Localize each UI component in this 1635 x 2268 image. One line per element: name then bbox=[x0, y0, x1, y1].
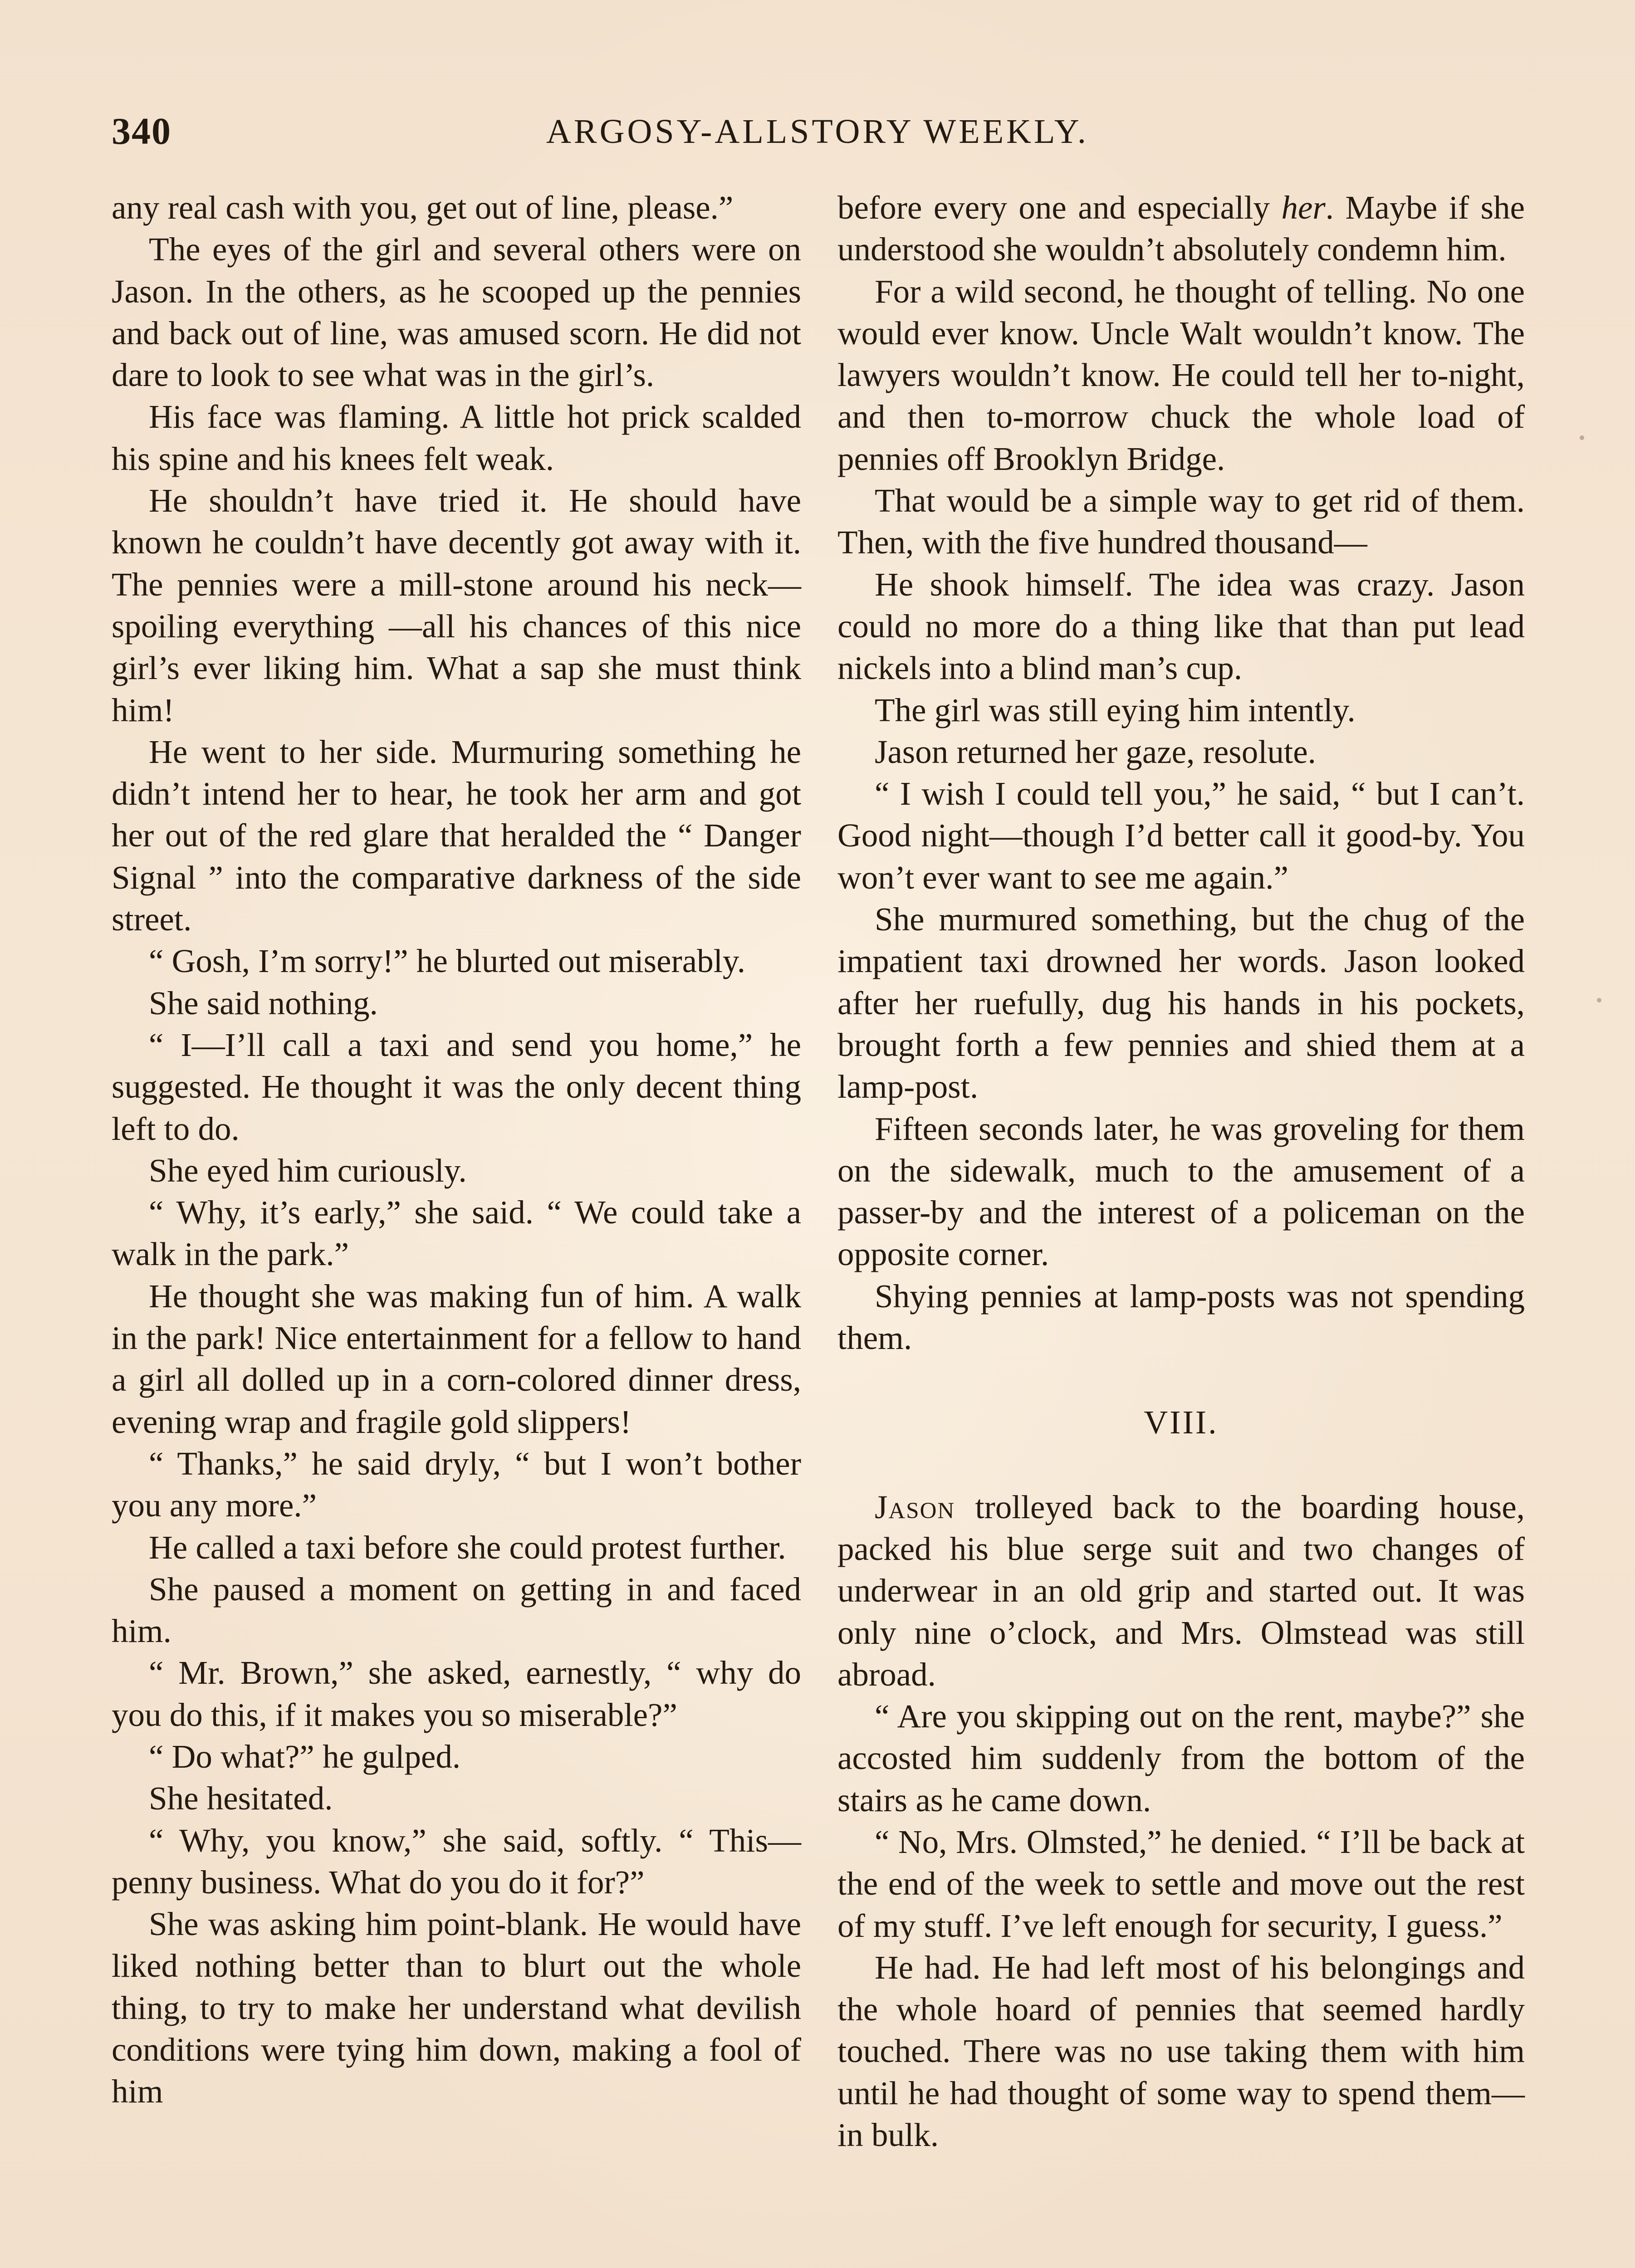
paper-speck bbox=[1597, 998, 1601, 1002]
paragraph: For a wild second, he thought of telling. No one would ever know. Uncle Walt wouldn’t know. The lawyers wouldn’t know. He could tell her to-night, and then to-morrow chuck the whole load of pennies off Brooklyn Bridge. bbox=[837, 273, 1525, 477]
text-run: trolleyed back to the boarding house, packed his blue serge suit and two changes of underwear in an old grip and started out. It was only nine o’clock, and Mrs. Olmstead was still abroad. bbox=[837, 1488, 1525, 1693]
emphasis: her bbox=[1281, 189, 1326, 226]
paragraph: He went to her side. Murmuring something he didn’t intend her to hear, he took her arm and got her out of the red glare that heralded the “ Danger Signal ” into the comparative darkness of the side street. bbox=[112, 733, 801, 938]
paragraph: She was asking him point-blank. He would have liked nothing better than to blurt out the whole thing, to try to make her understand what devilish conditions were tying him down, making a fool of him bbox=[112, 1906, 801, 2110]
paragraph: Fifteen seconds later, he was groveling for them on the sidewalk, much to the amusement of a passer-by and the interest of a policeman on the opposite corner. bbox=[837, 1110, 1525, 1273]
paragraph: She murmured something, but the chug of the impatient taxi drowned her words. Jason looked after her ruefully, dug his hands in his pockets, brought forth a few pennies and shied them at a lamp-post. bbox=[837, 901, 1525, 1105]
paragraph: He shook himself. The idea was crazy. Jason could no more do a thing like that than put lead nickels into a blind man’s cup. bbox=[837, 566, 1525, 687]
right-column bbox=[837, 187, 1525, 2156]
paragraph: any real cash with you, get out of line, please.” bbox=[112, 189, 734, 226]
paragraph: “ Why, it’s early,” she said. “ We could take a walk in the park.” bbox=[112, 1194, 801, 1273]
paragraph: “ Mr. Brown,” she asked, earnestly, “ why do you do this, if it makes you so miserable?” bbox=[112, 1654, 801, 1733]
paragraph: He shouldn’t have tried it. He should have known he couldn’t have decently got away with it. The pennies were a mill-stone around his neck—spoiling everything —all his chances of this nice girl’s ever liking him. What a sap she must think him! bbox=[112, 482, 801, 728]
paragraph: Jason returned her gaze, resolute. bbox=[875, 733, 1316, 770]
paragraph: She paused a moment on getting in and faced him. bbox=[112, 1570, 801, 1650]
paragraph: That would be a simple way to get rid of them. Then, with the five hundred thousand— bbox=[837, 482, 1525, 561]
paragraph: The eyes of the girl and several others were on Jason. In the others, as he scooped up the pennies and back out of line, was amused scorn. He did not dare to look to see what was in the girl’s. bbox=[112, 231, 801, 394]
page-header bbox=[0, 109, 1635, 163]
paragraph: “ No, Mrs. Olmsted,” he denied. “ I’ll be back at the end of the week to settle and move out the rest of my stuff. I’ve left enough for security, I guess.” bbox=[837, 1823, 1525, 1944]
text-run: . Maybe if she understood she wouldn’t absolutely condemn him. bbox=[837, 189, 1525, 268]
paragraph bbox=[837, 187, 1525, 271]
paragraph: He called a taxi before she could protest further. bbox=[149, 1529, 786, 1566]
paragraph: He thought she was making fun of him. A walk in the park! Nice entertainment for a fellow to hand a girl all dolled up in a corn-colored dinner dress, evening wrap and fragile gold slippers! bbox=[112, 1277, 801, 1440]
paragraph: “ Gosh, I’m sorry!” he blurted out miserably. bbox=[149, 943, 745, 980]
paragraph: She said nothing. bbox=[149, 984, 378, 1022]
paragraph: “ Are you skipping out on the rent, maybe?” she accosted him suddenly from the bottom of the stairs as he came down. bbox=[837, 1698, 1525, 1818]
paragraph: “ Why, you know,” she said, softly. “ This—penny business. What do you do it for?” bbox=[112, 1822, 801, 1901]
paragraph: She hesitated. bbox=[149, 1780, 333, 1817]
paragraph: “ I—I’ll call a taxi and send you home,” he suggested. He thought it was the only decent thing left to do. bbox=[112, 1026, 801, 1147]
text-run: before every one and especially bbox=[837, 189, 1282, 226]
paragraph bbox=[837, 1486, 1525, 1696]
paragraph: “ Thanks,” he said dryly, “ but I won’t bother you any more.” bbox=[112, 1445, 801, 1524]
paragraph: The girl was still eying him intently. bbox=[875, 691, 1356, 728]
paragraph: Shying pennies at lamp-posts was not spending them. bbox=[837, 1277, 1525, 1357]
paragraph: He had. He had left most of his belongings and the whole hoard of pennies that seemed hardly touched. There was no use taking them with him until he had thought of some way to spend them—in bulk. bbox=[837, 1949, 1525, 2154]
paragraph: “ I wish I could tell you,” he said, “ but I can’t. Good night—though I’d better call it good-by. You won’t ever want to see me again.” bbox=[837, 775, 1525, 896]
running-head: ARGOSY-ALLSTORY WEEKLY. bbox=[546, 112, 1089, 151]
page-number: 340 bbox=[112, 110, 171, 152]
chapter-lead-word: Jason bbox=[875, 1488, 955, 1525]
paper-speck bbox=[1580, 435, 1584, 440]
paragraph: “ Do what?” he gulped. bbox=[149, 1738, 461, 1775]
paragraph: She eyed him curiously. bbox=[149, 1152, 467, 1189]
left-column bbox=[112, 187, 801, 2113]
chapter-heading: VIII. bbox=[1144, 1404, 1219, 1441]
paragraph: His face was flaming. A little hot prick scalded his spine and his knees felt weak. bbox=[112, 398, 801, 477]
